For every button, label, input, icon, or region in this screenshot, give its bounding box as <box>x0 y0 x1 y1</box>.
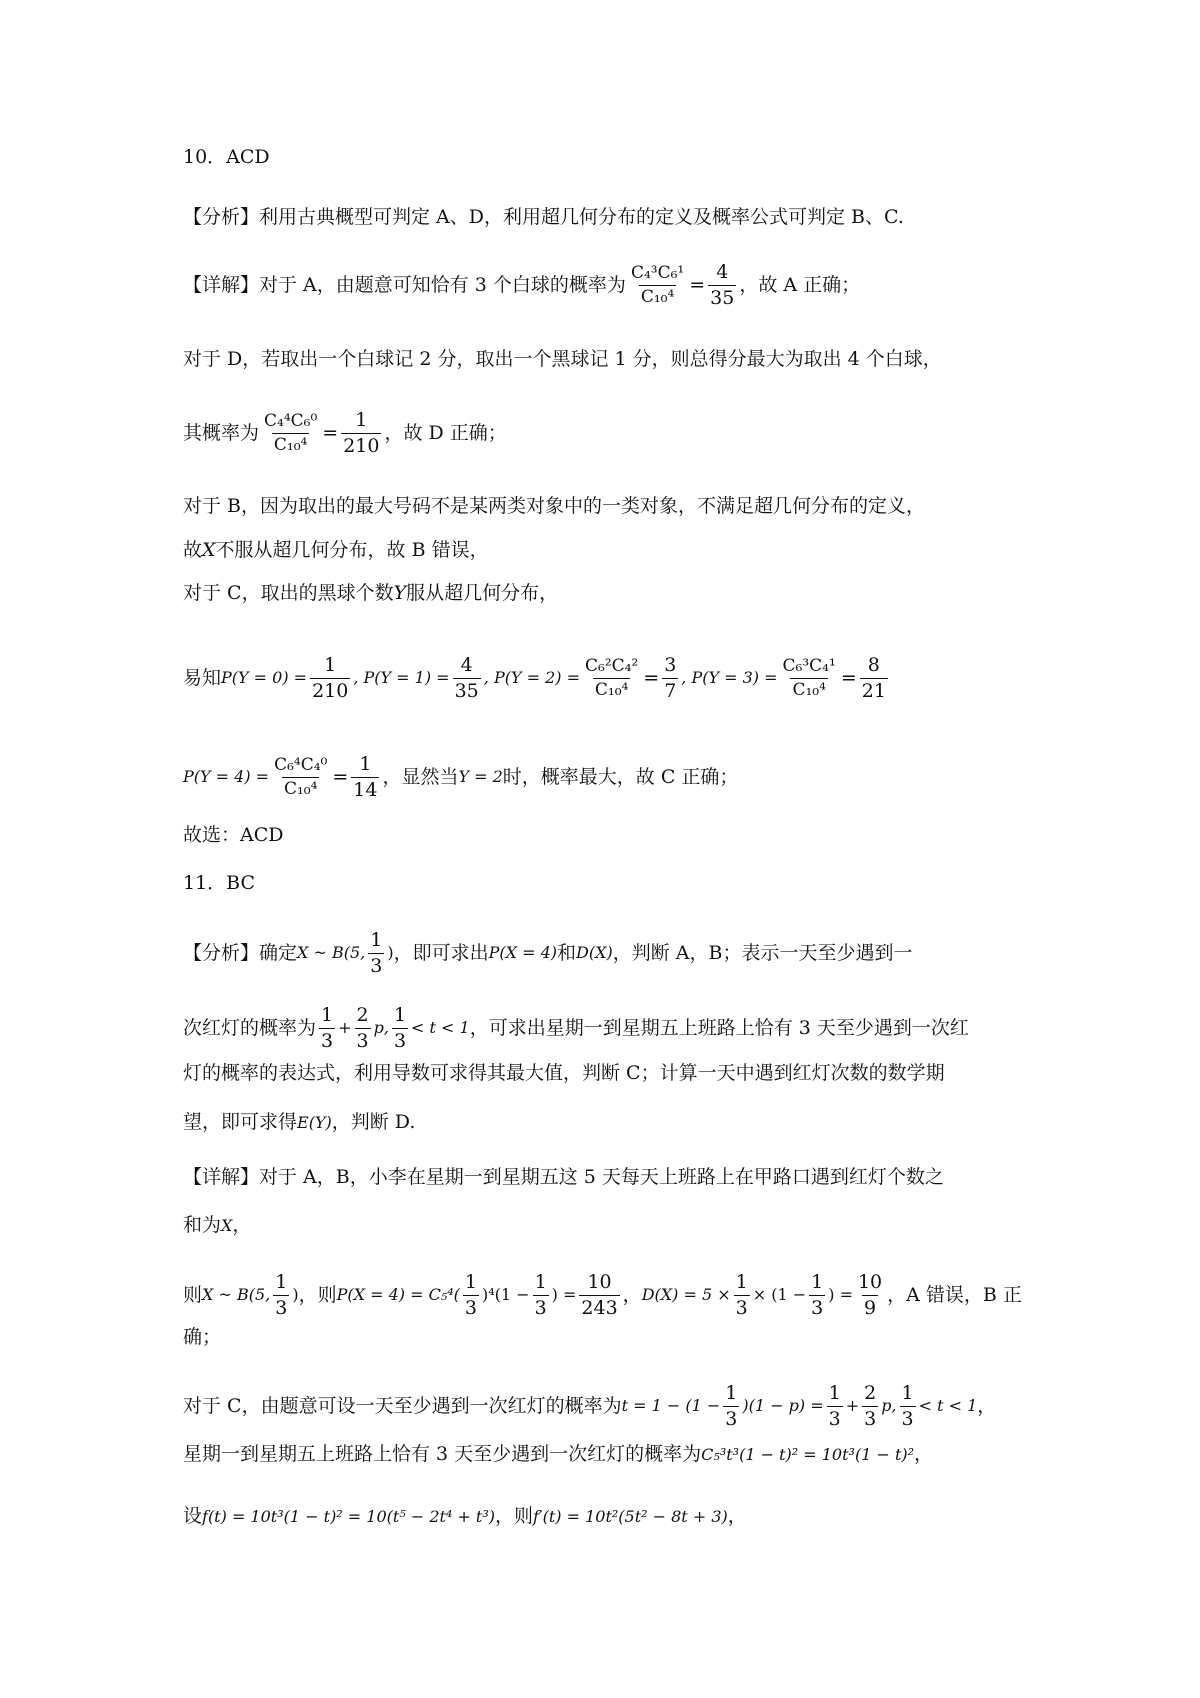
fraction-denominator: 3 <box>811 1296 824 1319</box>
q10-b-line2-a: 故 <box>183 539 203 561</box>
variance-expr: D(X) = 5 × <box>641 1285 731 1305</box>
fraction-denominator: 210 <box>312 679 349 702</box>
probability-expr: , P(Y = 3) = <box>681 668 778 688</box>
fraction-numerator: 1 <box>811 1271 824 1293</box>
fraction <box>723 1383 739 1430</box>
fraction <box>781 657 838 699</box>
comma: ， <box>727 1505 747 1527</box>
fraction-numerator: 1 <box>321 1004 334 1026</box>
q10-c-line1-b: 服从超几何分布， <box>406 582 559 604</box>
power-expr: )⁴(1 − <box>482 1285 530 1305</box>
equals-sign: = <box>643 666 660 689</box>
q10-detail-a-suffix: ，故 A 正确； <box>739 273 861 296</box>
fraction-denominator: 3 <box>864 1407 877 1430</box>
q10-c-line2 <box>183 655 1033 702</box>
probability-expr: P(Y = 0) = <box>221 668 308 688</box>
fraction-numerator: 4 <box>716 261 729 283</box>
q11-an1-a: 【分析】确定 <box>183 941 298 964</box>
q11-detail-line3 <box>183 1272 1033 1319</box>
variance-expr: D(X) <box>576 943 613 963</box>
q11-c-line1 <box>183 1383 1033 1430</box>
fraction-numerator: 10 <box>587 1271 612 1293</box>
q11-an4-b: ，判断 D. <box>331 1111 416 1133</box>
equals-sign: = <box>332 765 349 788</box>
q11-detail-line1 <box>183 1168 1033 1187</box>
q11-c3-a: 设 <box>183 1505 203 1527</box>
comma: ， <box>977 1394 997 1417</box>
fraction-numerator: 1 <box>534 1271 547 1293</box>
q11-de3-e: ，A 错误，B 正 <box>887 1283 1022 1306</box>
fraction-numerator: 8 <box>867 654 880 676</box>
variable-y-eq: Y = 2 <box>458 767 503 787</box>
fraction-denominator: 3 <box>393 1029 407 1052</box>
fraction-numerator: C₆³C₄¹ <box>782 656 836 677</box>
q11-de3-c: ，则 <box>298 1283 337 1306</box>
fraction <box>629 264 686 306</box>
q11-an2-a: 次红灯的概率为 <box>183 1016 317 1039</box>
fraction-denominator: 243 <box>581 1296 618 1319</box>
q11-c3-b: ，则 <box>495 1505 534 1527</box>
q10-c-line2-prefix: 易知 <box>183 666 222 689</box>
fraction-denominator: C₁₀⁴ <box>594 679 629 700</box>
q11-c1-a: 对于 C，由题意可设一天至少遇到一次红灯的概率为 <box>183 1394 622 1417</box>
function-expr: f(t) = 10t³(1 − t)² = 10(t⁵ − 2t⁴ + t³) <box>202 1506 496 1526</box>
fraction-denominator: 210 <box>343 434 380 457</box>
fraction <box>856 1272 884 1319</box>
fraction <box>579 1272 619 1319</box>
fraction-numerator: 1 <box>901 1382 914 1404</box>
fraction-numerator: 4 <box>460 654 473 676</box>
fraction-denominator: 35 <box>710 286 735 309</box>
probability-expr: C₅³t³(1 − t)² = 10t³(1 − t)² <box>701 1444 915 1464</box>
fraction-denominator: 21 <box>861 679 886 702</box>
fraction-numerator: C₄⁴C₆⁰ <box>264 411 318 432</box>
fraction-numerator: 1 <box>324 654 337 676</box>
q10-d-prefix: 其概率为 <box>183 421 260 444</box>
fraction-denominator: 3 <box>356 1029 369 1052</box>
fraction-numerator: 1 <box>359 753 372 775</box>
q10-c-line3 <box>183 754 1033 801</box>
paren-close: ) <box>292 1285 299 1305</box>
q10-detail-a-prefix: 【详解】对于 A，由题意可知恰有 3 个白球的概率为 <box>183 273 626 296</box>
fraction-denominator: 14 <box>353 778 378 801</box>
fraction-numerator: 1 <box>355 409 368 431</box>
fraction-denominator: 3 <box>534 1296 547 1319</box>
fraction <box>862 1383 878 1430</box>
fraction-numerator: 1 <box>735 1271 748 1293</box>
plus-sign: + <box>338 1018 352 1038</box>
fraction <box>708 262 736 309</box>
comma: ， <box>622 1283 642 1306</box>
fraction <box>392 1005 408 1052</box>
q11-detail-line4 <box>183 1328 1033 1347</box>
equals-sign: = <box>689 273 706 296</box>
variable-p: p, <box>373 1018 389 1038</box>
q11-de2-b: ， <box>232 1214 252 1236</box>
probability-expr: , P(Y = 1) = <box>353 668 450 688</box>
equals-sign: ) = <box>828 1285 853 1305</box>
fraction-denominator: 35 <box>454 679 479 702</box>
fraction-denominator: 3 <box>275 1296 288 1319</box>
q10-d-line1 <box>183 350 1033 369</box>
t-expr-cont: )(1 − p) = <box>742 1396 824 1416</box>
expectation-expr: E(Y) <box>297 1112 332 1132</box>
fraction-numerator: 1 <box>464 1271 477 1293</box>
q11-an1-c: ，即可求出 <box>393 941 489 964</box>
fraction-numerator: 1 <box>393 1004 407 1026</box>
fraction <box>809 1272 825 1319</box>
q10-detail-a <box>183 262 1033 309</box>
q10-d-line1-text: 对于 D，若取出一个白球记 2 分，取出一个黑球记 1 分，则总得分最大为取出 4 个白球， <box>183 348 942 370</box>
q10-b-line2-b: 不服从超几何分布，故 B 错误， <box>215 539 489 561</box>
binomial-expr: X ~ B(5, <box>297 943 366 963</box>
fraction-denominator: 3 <box>370 954 383 977</box>
fraction <box>351 754 379 801</box>
q11-analysis-line2 <box>183 1005 1033 1052</box>
probability-expr: P(Y = 4) = <box>183 767 270 787</box>
probability-expr: P(X = 4) = C₅⁴( <box>336 1285 460 1305</box>
q11-de1-text: 【详解】对于 A，B，小李在星期一到星期五这 5 天每天上班路上在甲路口遇到红灯个数之 <box>183 1166 944 1188</box>
q10-b-line1-text: 对于 B，因为取出的最大号码不是某两类对象中的一类对象，不满足超几何分布的定义， <box>183 495 926 517</box>
multiply-expr: × (1 − <box>752 1285 807 1305</box>
variable-x: X <box>202 539 216 561</box>
q10-answer <box>183 826 1033 845</box>
fraction <box>583 657 640 699</box>
fraction-denominator: C₁₀⁴ <box>273 434 308 455</box>
q11-analysis-line3 <box>183 1064 1033 1083</box>
q10-b-line2 <box>183 541 1033 560</box>
q11-an2-b: ，可求出星期一到星期五上班路上恰有 3 天至少遇到一次红 <box>469 1016 969 1039</box>
fraction <box>900 1383 916 1430</box>
inequality-expr: < t < 1 <box>918 1396 978 1416</box>
equals-sign: ) = <box>551 1285 577 1305</box>
fraction <box>827 1383 843 1430</box>
derivative-expr: f′(t) = 10t²(5t² − 8t + 3) <box>533 1506 728 1526</box>
fraction-numerator: 2 <box>864 1382 877 1404</box>
q11-c-line2 <box>183 1445 1033 1464</box>
t-expr: t = 1 − (1 − <box>621 1396 721 1416</box>
fraction-numerator: 3 <box>664 654 677 676</box>
q10-header-text: 10．ACD <box>183 146 270 168</box>
q11-de2-a: 和为 <box>183 1214 222 1236</box>
fraction-denominator: 3 <box>735 1296 748 1319</box>
fraction-denominator: 3 <box>321 1029 334 1052</box>
q11-an3-text: 灯的概率的表达式，利用导数可求得其最大值，判断 C；计算一天中遇到红灯次数的数学期 <box>183 1062 945 1084</box>
q11-an4-a: 望，即可求得 <box>183 1111 298 1133</box>
fraction <box>310 655 350 702</box>
probability-expr: P(X = 4) <box>488 943 558 963</box>
fraction-denominator: 3 <box>464 1296 477 1319</box>
fraction-denominator: 7 <box>664 679 677 702</box>
q11-analysis-line1 <box>183 930 1033 977</box>
binomial-expr: X ~ B(5, <box>202 1285 271 1305</box>
fraction-denominator: 9 <box>864 1296 877 1319</box>
fraction <box>860 655 888 702</box>
fraction <box>463 1272 479 1319</box>
q10-c-line3-a: ，显然当 <box>382 765 459 788</box>
q11-c2-a: 星期一到星期五上班路上恰有 3 天至少遇到一次红灯的概率为 <box>183 1443 702 1465</box>
fraction <box>355 1005 371 1052</box>
q11-c-line3 <box>183 1507 1033 1526</box>
equals-sign: = <box>840 666 857 689</box>
q10-b-line1 <box>183 497 1033 516</box>
fraction <box>341 410 381 457</box>
fraction-numerator: 1 <box>275 1271 288 1293</box>
fraction <box>533 1272 549 1319</box>
paren-close: ) <box>387 943 394 963</box>
fraction-numerator: C₆²C₄² <box>585 656 639 677</box>
variable-y: Y <box>393 582 407 604</box>
fraction <box>368 930 384 977</box>
variable-x: X <box>221 1215 233 1235</box>
fraction-numerator: 1 <box>828 1382 841 1404</box>
fraction <box>662 655 678 702</box>
fraction-denominator: 3 <box>901 1407 914 1430</box>
fraction-denominator: C₁₀⁴ <box>283 778 318 799</box>
fraction <box>273 1272 289 1319</box>
q10-d-suffix: ，故 D 正确； <box>384 421 507 444</box>
q10-header <box>183 148 1033 167</box>
q10-c-line1 <box>183 584 1033 603</box>
fraction-denominator: 3 <box>828 1407 841 1430</box>
q10-d-line2 <box>183 410 1033 457</box>
fraction-denominator: C₁₀⁴ <box>792 679 826 700</box>
inequality-expr: < t < 1 <box>411 1018 470 1038</box>
fraction-denominator: C₁₀⁴ <box>640 286 675 307</box>
fraction <box>319 1005 335 1052</box>
fraction <box>272 756 329 798</box>
q11-detail-line2 <box>183 1216 1033 1235</box>
q11-analysis-line4 <box>183 1113 1033 1132</box>
q11-header <box>183 874 1033 893</box>
fraction <box>262 412 319 454</box>
fraction-numerator: C₄³C₆¹ <box>630 263 685 284</box>
fraction-denominator: 3 <box>725 1407 738 1430</box>
q11-de3-a: 则 <box>183 1283 203 1306</box>
fraction <box>734 1272 750 1319</box>
equals-sign: = <box>322 421 339 444</box>
variable-p: p, <box>881 1396 897 1416</box>
fraction-numerator: 1 <box>370 929 383 951</box>
plus-sign: + <box>845 1396 860 1416</box>
q11-an1-e: ，判断 A，B；表示一天至少遇到一 <box>612 941 913 964</box>
fraction-numerator: 10 <box>857 1271 883 1293</box>
q10-c-line1-a: 对于 C，取出的黑球个数 <box>183 582 394 604</box>
fraction-numerator: 1 <box>725 1382 738 1404</box>
fraction <box>453 655 481 702</box>
fraction-numerator: 2 <box>356 1004 369 1026</box>
q10-answer-text: 故选：ACD <box>183 824 284 846</box>
q10-c-line3-b: 时，概率最大，故 C 正确； <box>502 765 739 788</box>
q10-analysis <box>183 208 1033 227</box>
q11-header-text: 11．BC <box>183 872 256 894</box>
comma: ， <box>914 1443 934 1465</box>
fraction-numerator: C₆⁴C₄⁰ <box>274 755 328 776</box>
q11-de4-text: 确； <box>183 1326 222 1348</box>
q10-analysis-text: 【分析】利用古典概型可判定 A、D，利用超几何分布的定义及概率公式可判定 B、C. <box>183 206 904 228</box>
q11-an1-d: 和 <box>557 941 577 964</box>
probability-expr: , P(Y = 2) = <box>483 668 580 688</box>
